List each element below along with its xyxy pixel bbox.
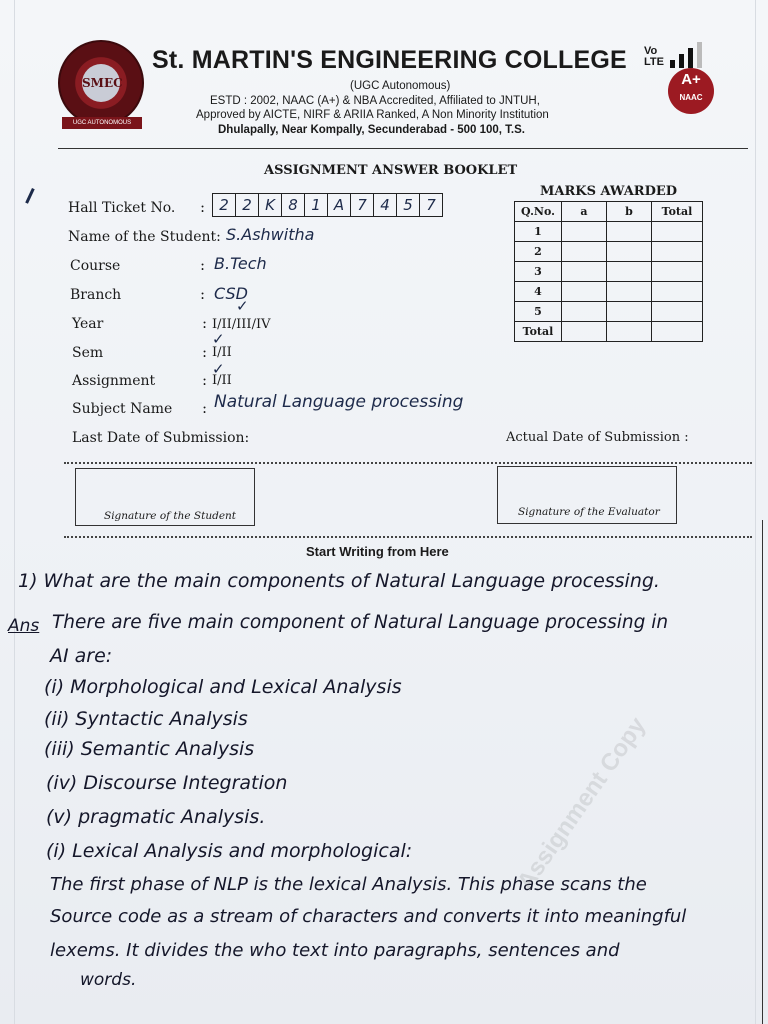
paragraph-line: Source code as a stream of characters and converts it into meaningful: [50, 906, 687, 927]
naac-grade: A+: [681, 71, 701, 88]
last-date-label: Last Date of Submission:: [72, 430, 250, 446]
marks-header-total: Total: [652, 202, 703, 222]
course-label: Course: [70, 258, 121, 274]
year-label: Year: [72, 316, 104, 332]
answer-intro-line: There are five main component of Natural Language processing in: [52, 612, 669, 633]
table-row: [515, 222, 703, 242]
start-writing-heading: Start Writing from Here: [306, 544, 449, 559]
mark-cell: [652, 302, 703, 322]
ticket-char: 4: [374, 194, 397, 216]
colon: :: [200, 198, 206, 216]
ticket-char: A: [328, 194, 351, 216]
ticket-char: 8: [282, 194, 305, 216]
signal-bar-icon: [688, 48, 693, 68]
branch-value: CSD: [214, 284, 248, 303]
mark-cell: [652, 262, 703, 282]
evaluator-signature-label: Signature of the Evaluator: [518, 506, 660, 518]
ticket-char: 1: [305, 194, 328, 216]
ticket-char: 2: [236, 194, 259, 216]
dotted-divider: [64, 536, 752, 538]
course-value: B.Tech: [214, 254, 267, 273]
question-number: 4: [515, 282, 562, 302]
question-number: 1: [515, 222, 562, 242]
approved-line: Approved by AICTE, NIRF & ARIIA Ranked, A Non Minority Institution: [196, 109, 549, 121]
marks-header-a: a: [562, 202, 607, 222]
sub-heading: (i) Lexical Analysis and morphological:: [46, 840, 413, 862]
marks-header-qno: Q.No.: [515, 202, 562, 222]
colon: :: [202, 314, 208, 332]
booklet-title: ASSIGNMENT ANSWER BOOKLET: [264, 163, 518, 178]
total-row: [515, 322, 703, 342]
subject-label: Subject Name: [72, 401, 173, 417]
sem-label: Sem: [72, 345, 104, 361]
paragraph-line: The first phase of NLP is the lexical Analysis. This phase scans the: [50, 874, 647, 895]
ans-label: Ans: [8, 616, 40, 636]
mark-cell: [562, 322, 607, 342]
margin-line: [762, 520, 763, 1024]
sem-options: I/II: [212, 345, 232, 360]
subject-value: Natural Language processing: [214, 392, 464, 412]
watermark: Assignment Copy: [512, 712, 652, 896]
mark-cell: [652, 242, 703, 262]
network-label: Vo LTE: [644, 45, 664, 68]
mark-cell: [607, 302, 652, 322]
college-name: St. MARTIN'S ENGINEERING COLLEGE: [152, 46, 627, 74]
mark-cell: [562, 242, 607, 262]
ticket-char: K: [259, 194, 282, 216]
dotted-divider: [64, 462, 752, 464]
question-number: 2: [515, 242, 562, 262]
status-bar: [644, 40, 754, 68]
mark-cell: [607, 222, 652, 242]
mark-cell: [652, 322, 703, 342]
marks-awarded-title: MARKS AWARDED: [540, 184, 678, 199]
ticket-char: 7: [351, 194, 374, 216]
signal-bar-icon: [679, 54, 684, 68]
assignment-options: I/II: [212, 373, 232, 388]
student-name-label: Name of the Student:: [68, 229, 221, 245]
tick-mark: ✓: [212, 361, 225, 378]
list-item: (v) pragmatic Analysis.: [46, 806, 266, 828]
colon: :: [202, 343, 208, 361]
mark-cell: [607, 242, 652, 262]
autonomous-line: (UGC Autonomous): [350, 80, 451, 92]
mark-cell: [652, 222, 703, 242]
colon: :: [200, 256, 206, 274]
table-row: [515, 302, 703, 322]
answer-intro-line: AI are:: [50, 645, 113, 667]
colon: :: [200, 285, 206, 303]
branch-label: Branch: [70, 287, 122, 303]
mark-cell: [562, 262, 607, 282]
ticket-char: 5: [397, 194, 420, 216]
actual-date-label: Actual Date of Submission :: [506, 430, 689, 445]
question-number: 5: [515, 302, 562, 322]
address-line: Dhulapally, Near Kompally, Secunderabad - 500 100, T.S.: [218, 124, 525, 136]
total-label: Total: [515, 322, 562, 342]
table-row: [515, 242, 703, 262]
logo-ribbon: UGC AUTONOMOUS: [62, 117, 142, 129]
student-signature-label: Signature of the Student: [104, 510, 237, 522]
college-logo: [58, 40, 144, 126]
mark-cell: [652, 282, 703, 302]
colon: :: [202, 399, 208, 417]
naac-badge: [668, 68, 714, 114]
logo-monogram: SMEC: [82, 64, 120, 102]
question-number: 3: [515, 262, 562, 282]
paragraph-line: lexems. It divides the who text into paragraphs, sentences and: [50, 940, 620, 961]
estd-line: ESTD : 2002, NAAC (A+) & NBA Accredited, Affiliated to JNTUH,: [210, 95, 540, 107]
assignment-label: Assignment: [72, 373, 156, 389]
hall-ticket-label: Hall Ticket No.: [68, 200, 176, 216]
list-item: (ii) Syntactic Analysis: [44, 708, 248, 730]
ticket-char: 7: [426, 196, 436, 214]
signal-bar-icon: [697, 42, 702, 68]
marks-header-row: [515, 202, 703, 222]
tick-mark: ✓: [236, 298, 249, 315]
year-options: I/II/III/IV: [212, 317, 271, 332]
question-text: 1) What are the main components of Natural Language processing.: [18, 570, 660, 592]
list-item: (iv) Discourse Integration: [46, 772, 288, 794]
marks-table: [514, 201, 703, 342]
student-name-value: S.Ashwitha: [226, 225, 315, 244]
table-row: [515, 262, 703, 282]
mark-cell: [562, 282, 607, 302]
marks-header-b: b: [607, 202, 652, 222]
colon: :: [202, 371, 208, 389]
mark-cell: [607, 322, 652, 342]
hall-ticket-boxes: [212, 193, 443, 217]
paragraph-line: words.: [80, 970, 137, 990]
mark-cell: [607, 282, 652, 302]
tick-mark: ✓: [212, 331, 225, 348]
mark-cell: [562, 222, 607, 242]
mark-cell: [562, 302, 607, 322]
table-row: [515, 282, 703, 302]
list-item: (iii) Semantic Analysis: [44, 738, 255, 760]
header-divider: [58, 148, 748, 149]
naac-label: NAAC: [679, 93, 703, 102]
ticket-char: 2: [213, 194, 236, 216]
signal-bar-icon: [670, 60, 675, 68]
list-item: (i) Morphological and Lexical Analysis: [44, 676, 402, 698]
mark-cell: [607, 262, 652, 282]
